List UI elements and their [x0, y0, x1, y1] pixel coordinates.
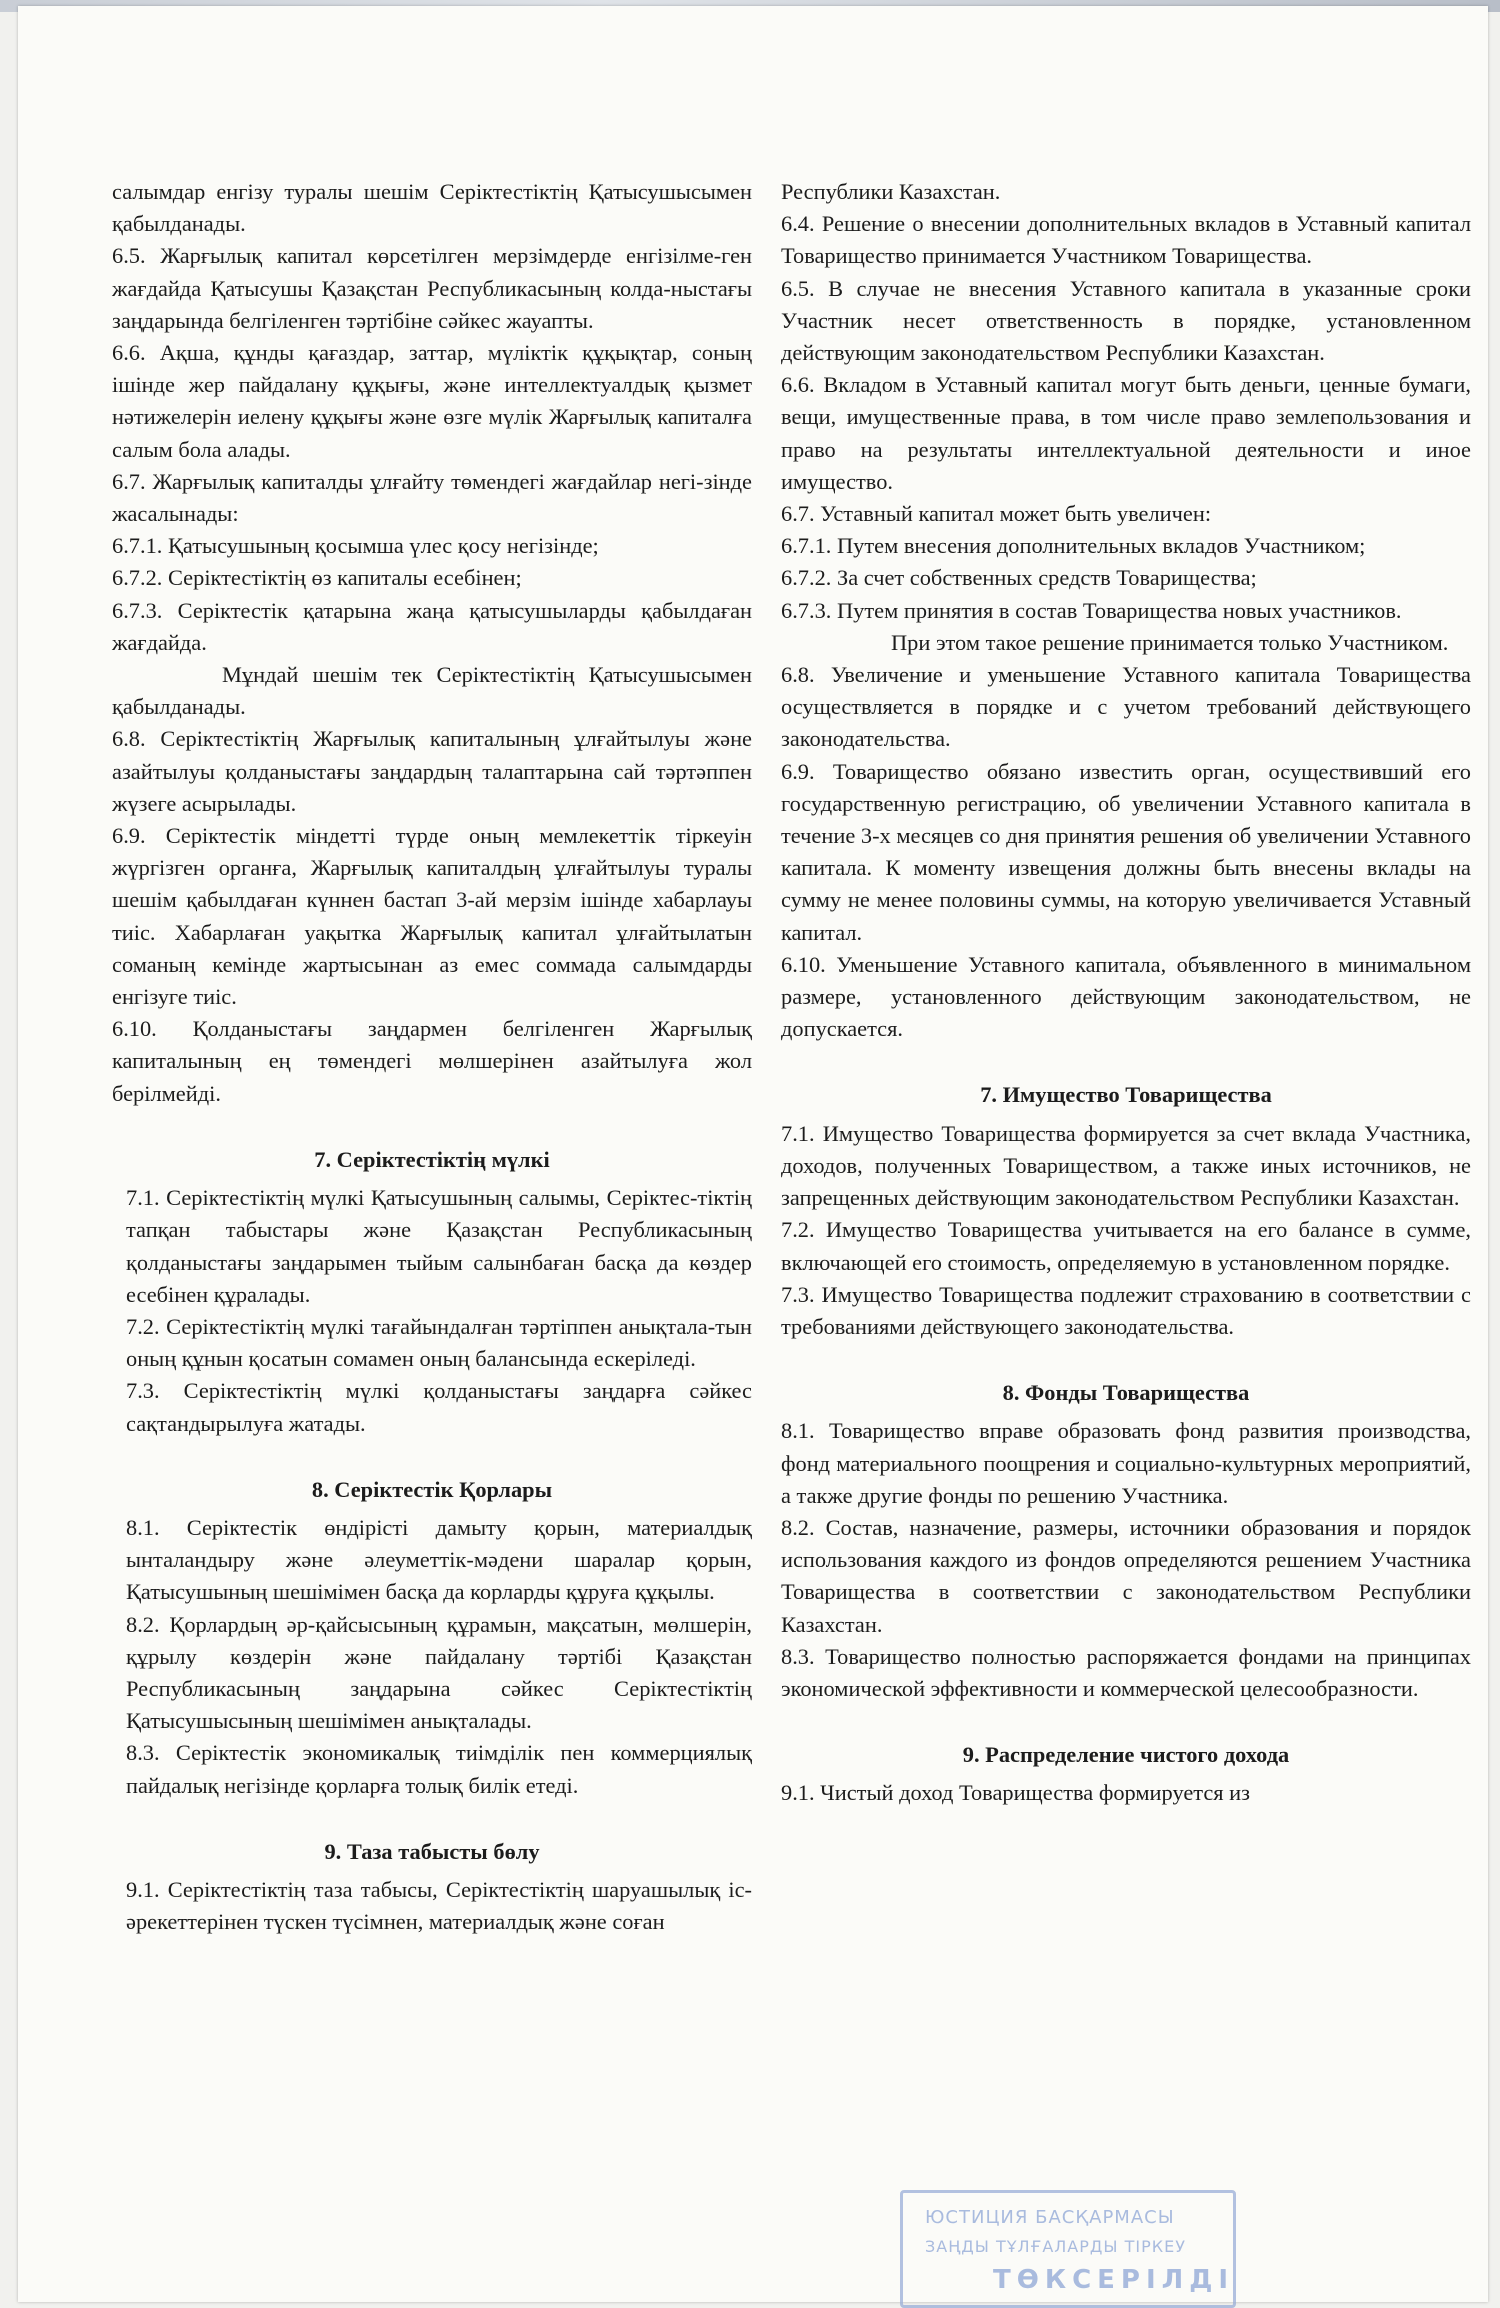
right-column-russian [781, 176, 1471, 1810]
section-heading-7: 7. Имущество Товарищества [980, 1082, 1272, 1108]
paragraph: При этом такое решение принимается только Участником. [891, 629, 1449, 655]
paragraph: 6.6. Вкладом в Уставный капитал могут быть деньги, ценные бумаги, вещи, имущественные права, в том числе право землепользования и право на результаты интеллектуальной деятельности и иное имущество. [781, 372, 1471, 494]
paragraph: 7.1. Серіктестіктің мүлкі Қатысушының салымы, Серіктес-тіктің тапқан табыстары және Қазақстан Республикасының қолданыстағы заңдарымен тыйым салынбаған басқа да көздер есебінен құралады. [126, 1185, 752, 1307]
paragraph: 6.7.3. Серіктестік қатарына жаңа қатысушыларды қабылдаған жағдайда. [112, 597, 752, 655]
left-column-kazakh [112, 176, 752, 1938]
paragraph: 6.7. Жарғылық капиталды ұлғайту төмендегі жағдайлар негі-зінде жасалынады: [112, 468, 752, 527]
paragraph: 7.1. Имущество Товарищества формируется за счет вклада Участника, доходов, полученных Товариществом, а также иных источников, не запрещенных действующим законодательством Республики Казахстан. [781, 1120, 1471, 1211]
paragraph: 8.3. Товарищество полностью распоряжается фондами на принципах экономической эффективности и коммерческой целесообразности. [781, 1643, 1471, 1701]
paragraph: 8.1. Товарищество вправе образовать фонд развития производства, фонд материального поощрения и социально-культурных мероприятий, а также другие фонды по решению Участника. [781, 1418, 1471, 1508]
stamp-line: ЮСТИЦИЯ БАСҚАРМАСЫ [925, 2207, 1175, 2228]
paragraph: 6.8. Увеличение и уменьшение Уставного капитала Товарищества осуществляется в порядке и с учетом требований действующего законодательства. [781, 662, 1471, 752]
paragraph: 6.7.1. Қатысушының қосымша үлес қосу негізінде; [112, 533, 599, 559]
section-heading-9: 9. Распределение чистого дохода [962, 1742, 1290, 1768]
paragraph: 6.10. Уменьшение Уставного капитала, объявленного в минимальном размере, установленного действующим законодательством, не допускается. [781, 951, 1471, 1042]
paragraph: салымдар енгізу туралы шешім Серіктестіктің Қатысушысымен қабылданады. [112, 179, 752, 237]
paragraph: 6.7.2. За счет собственных средств Товарищества; [781, 565, 1257, 591]
section-heading-9: 9. Таза табысты бөлу [324, 1838, 540, 1864]
paragraph: 6.7.1. Путем внесения дополнительных вкладов Участником; [781, 533, 1366, 559]
paragraph: 6.9. Серіктестік міндетті түрде оның мемлекеттік тіркеуін жүргізген органға, Жарғылық капиталдың ұлғайтылуы туралы шешім қабылдаған күннен бастап 3-ай мерзім ішінде хабарлауы тиіс. Хабарлаған уақытка Жарғылық капитал ұлғайтылатын соманың кемінде жартысынан аз емес соммада салымдарды енгізуге тиіс. [112, 823, 752, 1010]
paragraph: 9.1. Чистый доход Товарищества формируется из [781, 1780, 1250, 1806]
paragraph: 7.2. Имущество Товарищества учитывается на его балансе в сумме, включающей его стоимость, определяемую в установленном порядке. [781, 1217, 1471, 1275]
section-heading-7: 7. Серіктестіктің мүлкі [314, 1146, 550, 1172]
stamp-line: ТӨКСЕРІЛДІ [993, 2265, 1235, 2295]
paragraph: 6.5. Жарғылық капитал көрсетілген мерзімдерде енгізілме-ген жағдайда Қатысушы Қазақстан Республикасының колда-ныстағы заңдарында белгіленген тәртібіне сәйкес жауапты. [112, 243, 752, 333]
paragraph: 9.1. Серіктестіктің таза табысы, Серіктестіктің шаруашылық іс-әрекеттерінен түскен түсімнен, материалдық және соған [126, 1876, 752, 1935]
paragraph: 8.2. Состав, назначение, размеры, источники образования и порядок использования каждого из фондов определяются решением Участника Товарищества в соответствии с законодательством Республики Казахстан. [781, 1514, 1471, 1637]
section-heading-8: 8. Фонды Товарищества [1002, 1380, 1250, 1406]
paragraph: Республики Казахстан. [781, 179, 1001, 204]
paragraph: 8.1. Серіктестік өндірісті дамыту қорын, материалдық ынталандыру және әлеуметтік-мәдени шаралар қорын, Қатысушының шешімімен басқа да корларды құруға құқылы. [126, 1514, 752, 1605]
paragraph: 6.7.3. Путем принятия в состав Товарищества новых участников. [781, 597, 1402, 623]
paragraph: 6.6. Ақша, құнды қағаздар, заттар, мүліктік құқықтар, соның ішінде жер пайдалану құқығы, және интеллектуалдық қызмет нәтижелерін иелену құқығы және өзге мүлік Жарғылық капиталға салым бола алады. [112, 340, 752, 462]
section-heading-8: 8. Серіктестік Қорлары [311, 1476, 553, 1502]
paragraph: 6.7. Уставный капитал может быть увеличен: [781, 501, 1212, 527]
paragraph: 6.4. Решение о внесении дополнительных вкладов в Уставный капитал Товарищество принимается Участником Товарищества. [781, 211, 1471, 269]
paragraph: 7.2. Серіктестіктің мүлкі тағайындалған тәртіппен анықтала-тын оның құнын қосатын сомамен оның балансында ескеріледі. [126, 1313, 752, 1372]
paragraph: 8.2. Қорлардың әр-қайсысының құрамын, мақсатын, мөлшерін, құрылу көздерін және пайдалану тәртібі Қазақстан Республикасының заңдарына сәйкес Серіктестіктің Қатысушысының шешімімен анықталады. [126, 1611, 752, 1734]
stamp-line: ЗАҢДЫ ТҰЛҒАЛАРДЫ ТІРКЕУ [925, 2237, 1186, 2256]
paragraph: 8.3. Серіктестік экономикалық тиімділік пен коммерциялық пайдалық негізінде қорларға толық билік етеді. [126, 1740, 752, 1798]
paragraph: 6.7.2. Серіктестіктің өз капиталы есебінен; [112, 565, 522, 591]
paragraph: 6.10. Қолданыстағы заңдармен белгіленген Жарғылық капиталының ең төмендегі мөлшерінен азайтылуға жол берілмейді. [112, 1016, 752, 1106]
document-page [18, 6, 1488, 2302]
paragraph: 7.3. Имущество Товарищества подлежит страхованию в соответствии с требованиями действующего законодательства. [781, 1281, 1471, 1339]
paragraph: 7.3. Серіктестіктің мүлкі қолданыстағы заңдарға сәйкес сақтандырылуға жатады. [126, 1378, 752, 1436]
registration-stamp [900, 2190, 1236, 2308]
paragraph: 6.8. Серіктестіктің Жарғылық капиталының ұлғайтылуы және азайтылуы қолданыстағы заңдардың талаптарына сай тәртәппен жүзеге асырылады. [112, 726, 752, 816]
paragraph: Мұндай шешім тек Серіктестіктің Қатысушысымен қабылданады. [112, 662, 752, 720]
paragraph: 6.5. В случае не внесения Уставного капитала в указанные сроки Участник несет ответственность в порядке, установленном действующим законодательством Республики Казахстан. [781, 275, 1471, 366]
paragraph: 6.9. Товарищество обязано известить орган, осуществивший его государственную регистрацию, об увеличении Уставного капитала в течение 3-х месяцев со дня принятия решения об увеличении Уставного капитала. К моменту извещения должны быть внесены вклады на сумму не менее половины суммы, на которую увеличивается Уставный капитал. [781, 758, 1471, 945]
